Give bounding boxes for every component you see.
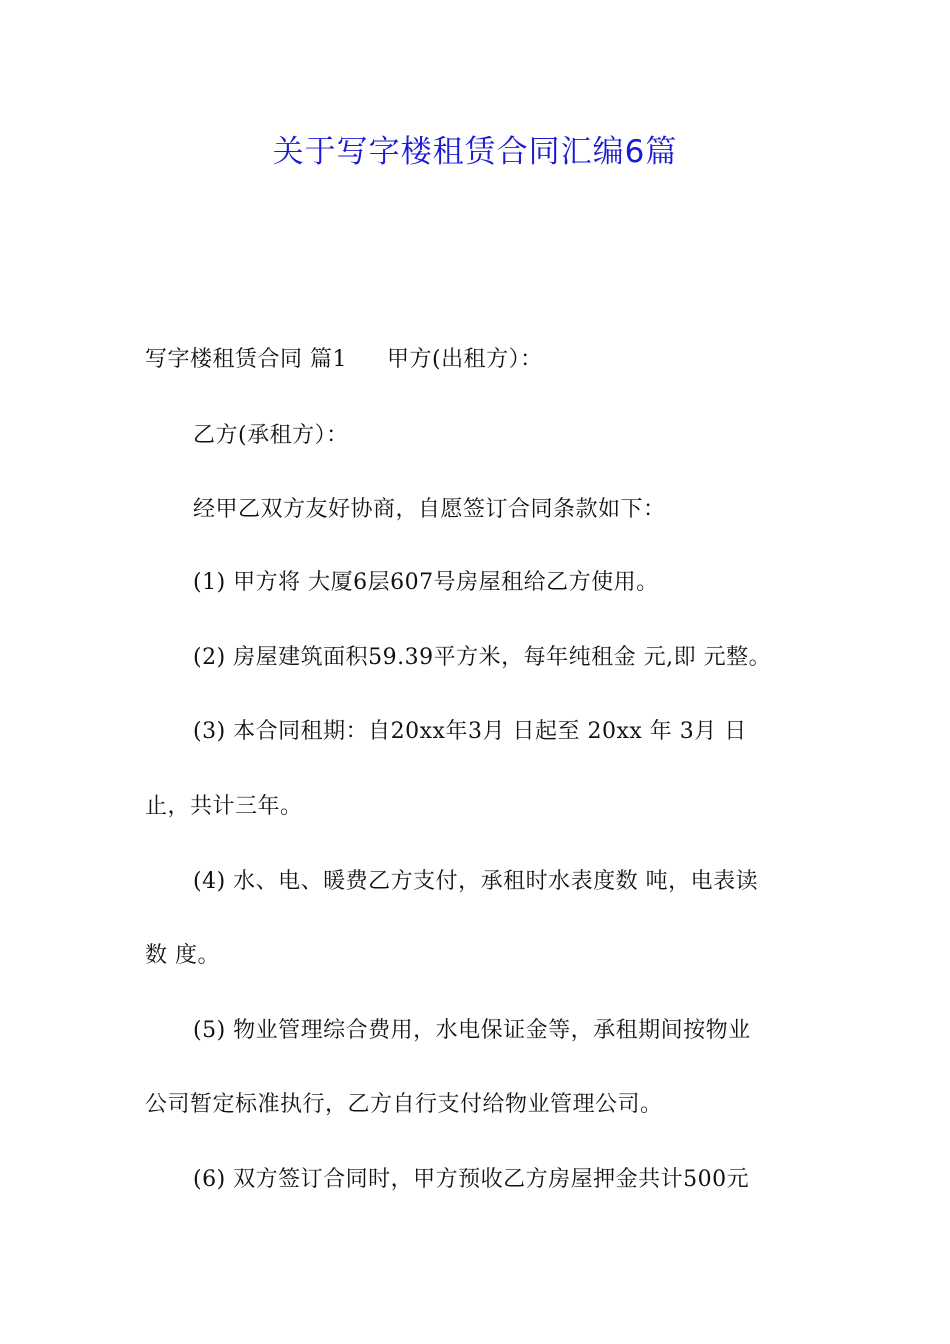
- document-title: 关于写字楼租赁合同汇编6篇: [272, 134, 678, 170]
- intro-paragraph: 经甲乙双方友好协商，自愿签订合同条款如下：: [193, 497, 666, 522]
- party-b-label: 乙方(承租方）：: [193, 423, 349, 448]
- clause-2: (2) 房屋建筑面积59.39平方米，每年纯租金 元,即 元整。: [193, 645, 772, 670]
- heading-line: [145, 343, 543, 377]
- party-a-label: 甲方(出租方）：: [387, 347, 543, 372]
- clause-5-line-2: 公司暂定标准执行，乙方自行支付给物业管理公司。: [145, 1092, 663, 1117]
- clause-5-line-1: (5) 物业管理综合费用，水电保证金等，承租期间按物业: [193, 1018, 751, 1043]
- clause-1: (1) 甲方将 大厦6层607号房屋租给乙方使用。: [193, 570, 659, 595]
- clause-4-line-2: 数 度。: [145, 943, 220, 968]
- section-label: 写字楼租赁合同 篇1: [145, 347, 347, 372]
- clause-3-line-2: 止，共计三年。: [145, 794, 303, 819]
- clause-6-line-1: (6) 双方签订合同时，甲方预收乙方房屋押金共计500元: [193, 1167, 750, 1192]
- clause-3-line-1: (3) 本合同租期：自20xx年3月 日起至 20xx 年 3月 日: [193, 719, 747, 744]
- clause-4-line-1: (4) 水、电、暖费乙方支付，承租时水表度数 吨，电表读: [193, 869, 759, 894]
